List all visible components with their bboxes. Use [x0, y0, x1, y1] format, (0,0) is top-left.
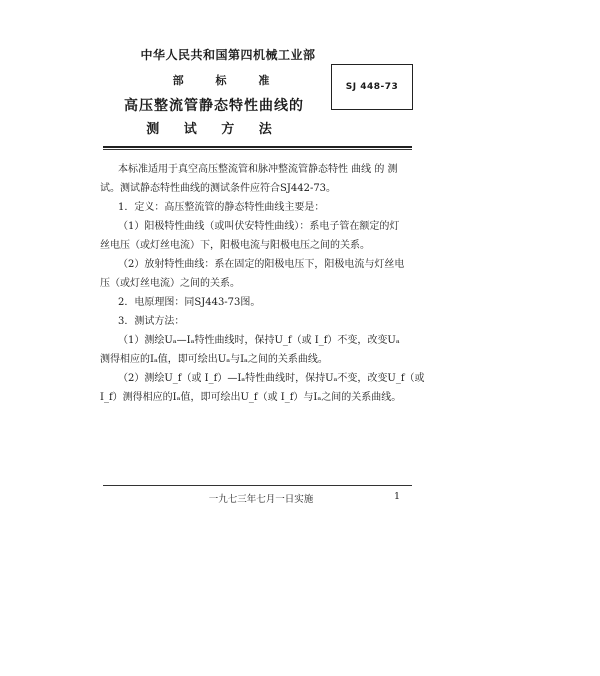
- document-title-line-2: 测 试 方 法: [146, 122, 282, 137]
- footer-divider: [103, 485, 412, 486]
- body-line: 压（或灯丝电流）之间的关系。: [100, 278, 240, 289]
- document-title-line-1: 高压整流管静态特性曲线的: [124, 98, 304, 114]
- header-divider-top: [103, 146, 412, 148]
- body-line: 丝电压（或灯丝电流）下，阳极电流与阳极电压之间的关系。: [100, 240, 370, 251]
- body-line: 2．电原理图：同SJ443-73图。: [118, 297, 261, 308]
- page-number: 1: [394, 491, 401, 502]
- body-line: 3．测试方法：: [118, 316, 185, 327]
- ministry-name: 中华人民共和国第四机械工业部: [140, 48, 316, 62]
- header-divider-bottom: [103, 149, 412, 150]
- standard-number: SJ 448-73: [345, 82, 399, 92]
- body-line: I_f）测得相应的Iₐ值，即可绘出U_f（或 I_f）与Iₐ之间的关系曲线。: [100, 392, 402, 403]
- standard-class: 部 标 准: [172, 74, 284, 87]
- body-line: 1．定义：高压整流管的静态特性曲线主要是：: [118, 202, 325, 213]
- body-line: （1）阳极特性曲线（或叫伏安特性曲线）：系电子管在额定的灯: [118, 221, 400, 232]
- body-line: （1）测绘Uₐ—Iₐ特性曲线时，保持U_f（或 I_f）不变，改变Uₐ: [118, 335, 400, 346]
- body-line: （2）放射特性曲线：系在固定的阳极电压下，阳极电流与灯丝电: [118, 259, 405, 270]
- body-line: 试。测试静态特性曲线的测试条件应符合SJ442-73。: [100, 183, 337, 194]
- body-text: [100, 160, 425, 407]
- body-line: 测得相应的Iₐ值，即可绘出Uₐ与Iₐ之间的关系曲线。: [100, 354, 328, 365]
- body-line: 本标准适用于真空高压整流管和脉冲整流管静态特性 曲线 的 测: [118, 164, 398, 175]
- effective-date: 一九七三年七月一日实施: [208, 494, 314, 505]
- body-line: （2）测绘U_f（或 I_f）—Iₐ特性曲线时，保持Uₐ不变，改变U_f（或: [118, 373, 425, 384]
